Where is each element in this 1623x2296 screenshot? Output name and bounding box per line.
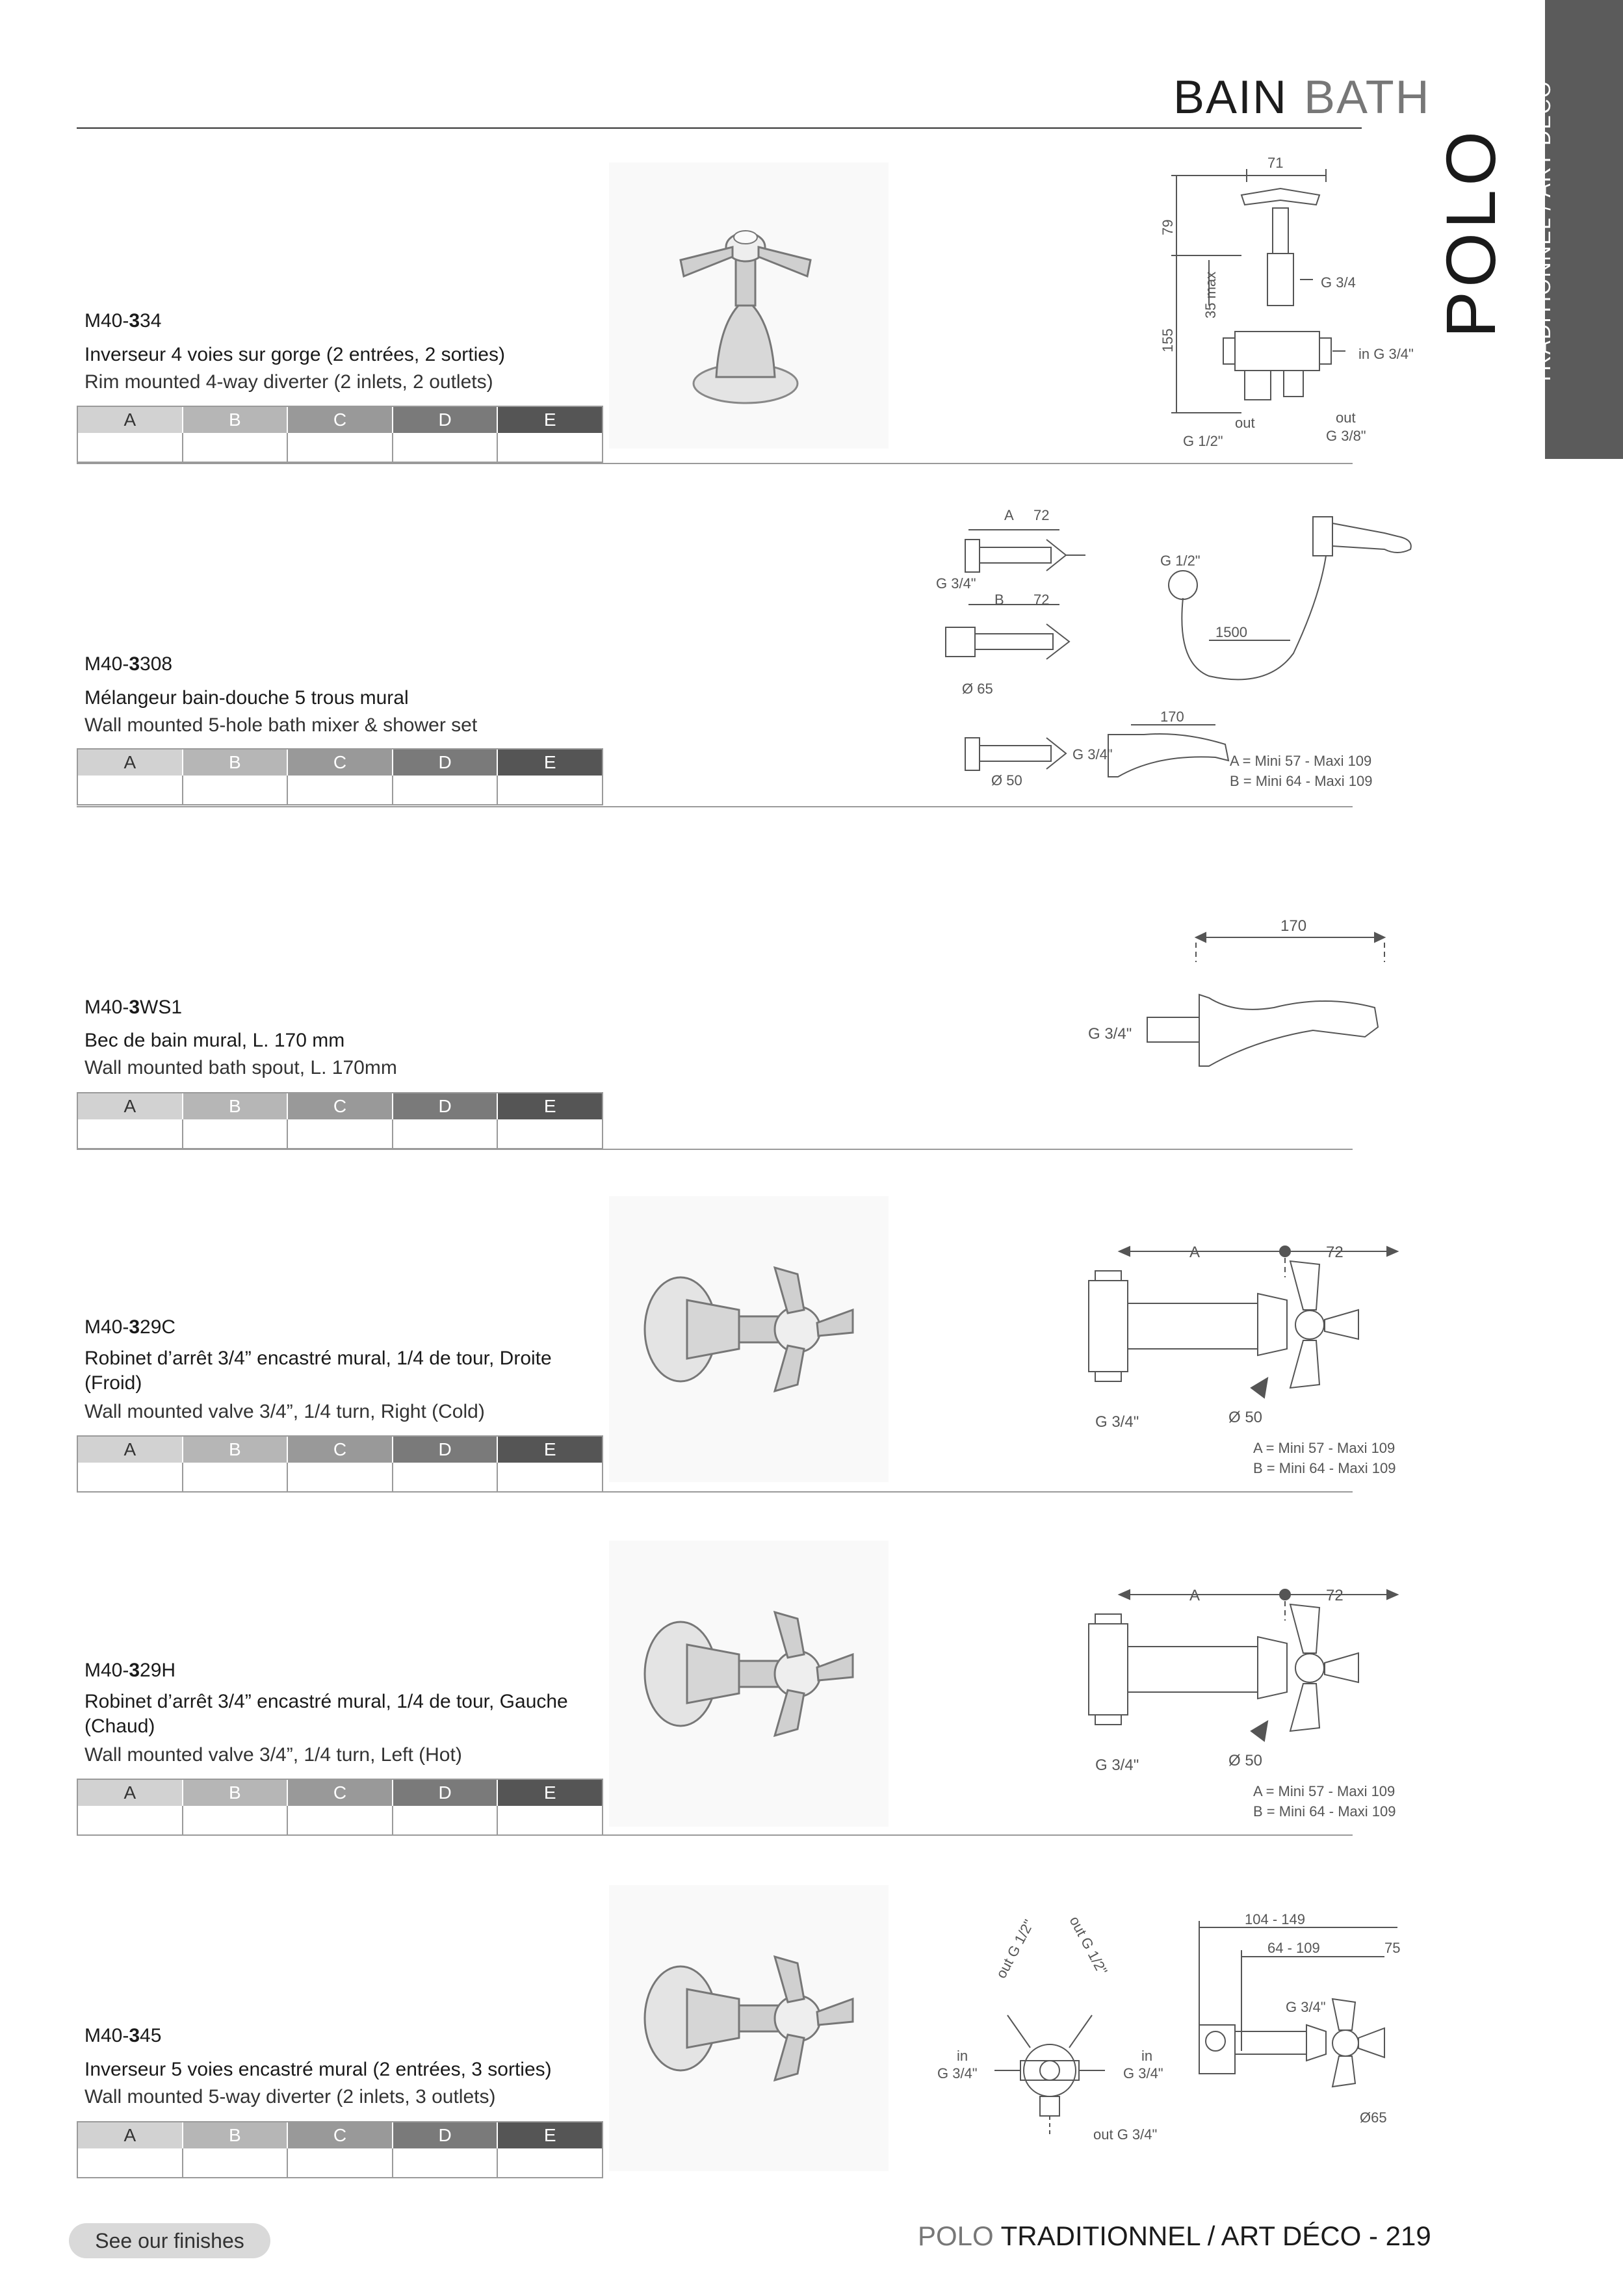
dim-a: A	[1004, 507, 1014, 523]
see-finishes-button[interactable]: See our finishes	[69, 2223, 270, 2258]
dim-72b: 72	[1033, 592, 1050, 608]
finish-a[interactable]: A	[78, 1093, 183, 1119]
finish-a[interactable]: A	[78, 1780, 183, 1806]
finishes-table	[77, 1779, 603, 1836]
dim-phi50: Ø 50	[1228, 1409, 1263, 1426]
finish-e[interactable]: E	[498, 1093, 602, 1119]
finish-a[interactable]: A	[78, 407, 183, 433]
finish-d[interactable]: D	[393, 1093, 499, 1119]
dim-g34: G 3/4"	[1095, 1413, 1139, 1431]
dim-length: 170	[1280, 917, 1307, 935]
dim-in-right: in	[1141, 2048, 1153, 2064]
note-b: B = Mini 64 - Maxi 109	[1230, 773, 1373, 789]
finish-e[interactable]: E	[498, 2122, 602, 2148]
finish-e[interactable]: E	[498, 750, 602, 776]
dim-35: 35 max	[1202, 271, 1219, 319]
product-name-en: Wall mounted 5-way diverter (2 inlets, 3 outlets)	[84, 2086, 496, 2107]
dim-g34: G 3/4"	[936, 575, 976, 592]
dim-out3: out G 3/4"	[1093, 2126, 1158, 2143]
product-code: M40-3WS1	[84, 997, 183, 1018]
product-name-en: Wall mounted valve 3/4”, 1/4 turn, Left (Hot)	[84, 1744, 462, 1766]
note-b: B = Mini 64 - Maxi 109	[1253, 1460, 1396, 1476]
dim-71: 71	[1267, 155, 1284, 171]
finish-b[interactable]: B	[183, 407, 289, 433]
dim-72a: 72	[1033, 507, 1050, 523]
header-rule	[77, 127, 1362, 129]
finish-b[interactable]: B	[183, 750, 289, 776]
dim-phi50: Ø 50	[991, 772, 1022, 789]
finish-e[interactable]: E	[498, 1780, 602, 1806]
dim-155: 155	[1160, 328, 1176, 352]
product-code: M40-3308	[84, 653, 173, 675]
technical-drawing	[929, 1901, 1436, 2155]
product-code: M40-345	[84, 2025, 162, 2046]
product-name-fr: Robinet d’arrêt 3/4” encastré mural, 1/4 de tour, Gauche (Chaud)	[84, 1691, 568, 1737]
note-a: A = Mini 57 - Maxi 109	[1253, 1440, 1396, 1456]
product-name-fr: Robinet d’arrêt 3/4” encastré mural, 1/4 de tour, Droite (Froid)	[84, 1348, 552, 1394]
dim-a: A	[1189, 1587, 1201, 1604]
dim-hose: 1500	[1215, 624, 1247, 640]
dim-75: 75	[1384, 1940, 1401, 1956]
dim-outlet2-size: G 3/8"	[1326, 428, 1366, 444]
dim-g34: G 3/4	[1321, 274, 1356, 291]
technical-drawing	[1079, 1572, 1430, 1819]
finish-b[interactable]: B	[183, 2122, 289, 2148]
dim-out1: out G 1/2"	[993, 1916, 1037, 1981]
product-name-en: Wall mounted 5-hole bath mixer & shower set	[84, 714, 478, 736]
dim-outlet2: out	[1336, 410, 1356, 426]
finishes-table	[77, 2121, 603, 2178]
dim-out2: out G 1/2"	[1066, 1913, 1111, 1978]
technical-drawing	[1150, 150, 1436, 462]
product-separator	[77, 1491, 1353, 1493]
product-name-fr: Mélangeur bain-douche 5 trous mural	[84, 687, 409, 709]
dim-b: B	[994, 592, 1004, 608]
footer-range: TRADITIONNEL / ART DÉCO	[1000, 2221, 1362, 2251]
dim-g34b: G 3/4"	[1072, 746, 1113, 763]
finish-b[interactable]: B	[183, 1093, 289, 1119]
footer-collection: POLO	[918, 2221, 994, 2251]
side-tab	[1545, 0, 1623, 459]
dim-72: 72	[1326, 1244, 1344, 1261]
finish-c[interactable]: C	[288, 1093, 393, 1119]
finish-a[interactable]: A	[78, 2122, 183, 2148]
finish-c[interactable]: C	[288, 407, 393, 433]
finish-c[interactable]: C	[288, 1780, 393, 1806]
finish-e[interactable]: E	[498, 407, 602, 433]
dim-in-left-size: G 3/4"	[937, 2065, 978, 2081]
finishes-table	[77, 748, 603, 805]
dim-g34: G 3/4"	[1286, 1999, 1326, 2015]
finish-d[interactable]: D	[393, 407, 499, 433]
section-title-en: BATH	[1304, 72, 1431, 124]
product-code: M40-329H	[84, 1660, 176, 1681]
product-separator	[77, 1834, 1353, 1836]
product-photo	[609, 163, 889, 449]
product-photo	[609, 1541, 889, 1827]
dim-phi65: Ø65	[1360, 2109, 1387, 2126]
finishes-table	[77, 406, 603, 463]
finish-c[interactable]: C	[288, 750, 393, 776]
dim-in-right-size: G 3/4"	[1123, 2065, 1163, 2081]
product-name-en: Wall mounted valve 3/4”, 1/4 turn, Right (Cold)	[84, 1401, 485, 1422]
dim-outlet1: out	[1235, 415, 1255, 431]
dim-phi65: Ø 65	[962, 681, 993, 697]
note-a: A = Mini 57 - Maxi 109	[1230, 753, 1372, 769]
finish-a[interactable]: A	[78, 1437, 183, 1463]
technical-drawing	[1079, 910, 1430, 1092]
product-separator	[77, 806, 1353, 807]
dim-a: A	[1189, 1244, 1201, 1261]
technical-drawing	[929, 501, 1449, 800]
dim-phi50: Ø 50	[1228, 1752, 1263, 1769]
finish-c[interactable]: C	[288, 2122, 393, 2148]
product-photo	[609, 1196, 889, 1482]
dim-outlet1-size: G 1/2"	[1183, 433, 1223, 449]
finish-b[interactable]: B	[183, 1780, 289, 1806]
product-separator	[77, 463, 1353, 464]
product-photo	[609, 1885, 889, 2171]
product-name-en: Rim mounted 4-way diverter (2 inlets, 2 outlets)	[84, 371, 493, 393]
dim-64: 64 - 109	[1267, 1940, 1320, 1956]
dim-g12: G 1/2"	[1160, 553, 1201, 569]
product-name-fr: Inverseur 5 voies encastré mural (2 entrées, 3 sorties)	[84, 2059, 552, 2080]
product-name-fr: Inverseur 4 voies sur gorge (2 entrées, 2 sorties)	[84, 344, 505, 365]
section-title-fr: BAIN	[1173, 72, 1288, 124]
finishes-table	[77, 1092, 603, 1149]
dim-104: 104 - 149	[1245, 1911, 1305, 1927]
dim-g34: G 3/4"	[1095, 1756, 1139, 1774]
finish-d[interactable]: D	[393, 1780, 499, 1806]
finish-e[interactable]: E	[498, 1437, 602, 1463]
dim-in-left: in	[957, 2048, 968, 2064]
page-number: - 219	[1368, 2221, 1431, 2251]
product-name-fr: Bec de bain mural, L. 170 mm	[84, 1030, 345, 1051]
finish-d[interactable]: D	[393, 1437, 499, 1463]
dim-79: 79	[1160, 219, 1176, 235]
finish-d[interactable]: D	[393, 750, 499, 776]
finish-a[interactable]: A	[78, 750, 183, 776]
technical-drawing	[1079, 1229, 1430, 1476]
finish-c[interactable]: C	[288, 1437, 393, 1463]
note-b: B = Mini 64 - Maxi 109	[1253, 1803, 1396, 1819]
finishes-table	[77, 1435, 603, 1493]
product-code: M40-334	[84, 310, 162, 332]
page-footer	[918, 2217, 1431, 2256]
finish-b[interactable]: B	[183, 1437, 289, 1463]
product-code: M40-329C	[84, 1316, 176, 1338]
dim-72: 72	[1326, 1587, 1344, 1604]
dim-inlet: in G 3/4"	[1358, 346, 1414, 362]
note-a: A = Mini 57 - Maxi 109	[1253, 1783, 1396, 1799]
product-name-en: Wall mounted bath spout, L. 170mm	[84, 1057, 397, 1078]
dim-spout: 170	[1160, 709, 1184, 725]
dim-g34: G 3/4"	[1088, 1025, 1132, 1043]
finish-d[interactable]: D	[393, 2122, 499, 2148]
product-separator	[77, 1149, 1353, 1150]
